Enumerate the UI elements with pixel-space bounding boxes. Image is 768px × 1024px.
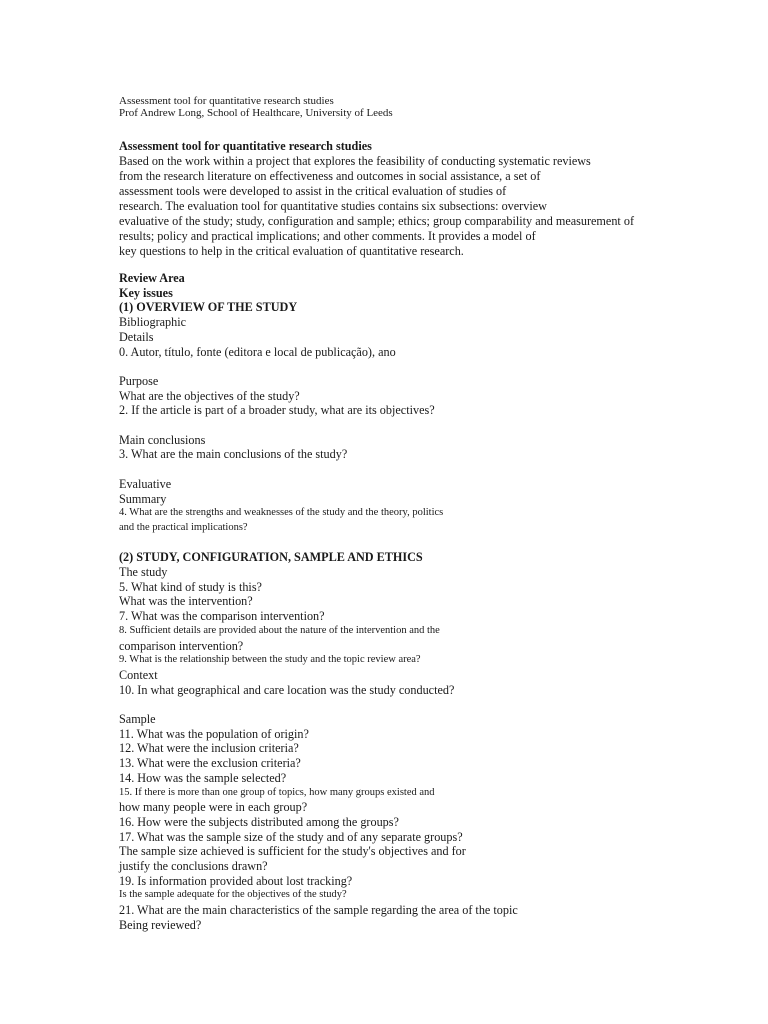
- subheading-main-conclusions: Main conclusions: [119, 432, 206, 447]
- question-2: 2. If the article is part of a broader study, what are its objectives?: [119, 403, 435, 418]
- intro-line: research. The evaluation tool for quantitative studies contains six subsections: overview: [119, 199, 547, 213]
- spacer: [119, 462, 518, 477]
- header-title: Assessment tool for quantitative research studies: [119, 95, 334, 107]
- question-12: 12. What were the inclusion criteria?: [119, 741, 299, 756]
- subheading-purpose: Purpose: [119, 373, 159, 388]
- question-11: 11. What was the population of origin?: [119, 726, 309, 741]
- question-8-continued: comparison intervention?: [119, 638, 244, 653]
- question-1: What are the objectives of the study?: [119, 388, 300, 403]
- question-15: 15. If there is more than one group of topics, how many groups existed and: [119, 786, 435, 798]
- subheading-sample: Sample: [119, 712, 156, 727]
- intro-line: results; policy and practical implications; and other comments. It provides a model of: [119, 229, 536, 243]
- intro-line: assessment tools were developed to assist in the critical evaluation of studies of: [119, 184, 507, 198]
- question-18-continued: justify the conclusions drawn?: [119, 859, 268, 874]
- spacer: [119, 697, 518, 712]
- section-2-heading: (2) STUDY, CONFIGURATION, SAMPLE AND ETHICS: [119, 550, 423, 565]
- question-7: 7. What was the comparison intervention?: [119, 609, 325, 624]
- question-9: 9. What is the relationship between the study and the topic review area?: [119, 654, 421, 666]
- intro-title: Assessment tool for quantitative research studies: [119, 139, 372, 153]
- spacer: [119, 536, 518, 551]
- intro-line: from the research literature on effectiveness and outcomes in social assistance, a set of: [119, 169, 541, 183]
- question-4-continued: and the practical implications?: [119, 521, 248, 533]
- subheading-summary: Summary: [119, 491, 167, 506]
- review-section: [119, 271, 518, 933]
- subheading-the-study: The study: [119, 565, 168, 579]
- intro-line: Based on the work within a project that explores the feasibility of conducting systematic reviews: [119, 154, 591, 168]
- intro-section: [119, 139, 634, 259]
- intro-line: evaluative of the study; study, configuration and sample; ethics; group comparability and measurement of: [119, 214, 635, 228]
- document-header: [119, 95, 393, 119]
- question-17: 17. What was the sample size of the study and of any separate groups?: [119, 829, 463, 844]
- question-8: 8. Sufficient details are provided about the nature of the intervention and the: [119, 624, 440, 636]
- question-4: 4. What are the strengths and weaknesses of the study and the theory, politics: [119, 507, 444, 519]
- review-area-label: Review Area: [119, 271, 185, 285]
- subheading-evaluative: Evaluative: [119, 476, 172, 491]
- question-5: 5. What kind of study is this?: [119, 579, 262, 594]
- subheading-details: Details: [119, 329, 154, 344]
- subheading-bibliographic: Bibliographic: [119, 315, 187, 330]
- question-0: 0. Autor, título, fonte (editora e local de publicação), ano: [119, 344, 396, 359]
- subheading-context: Context: [119, 667, 158, 682]
- question-14: 14. How was the sample selected?: [119, 770, 287, 785]
- intro-line: key questions to help in the critical evaluation of quantitative research.: [119, 244, 464, 258]
- key-issues-label: Key issues: [119, 285, 173, 300]
- question-21-continued: Being reviewed?: [119, 917, 202, 932]
- spacer: [119, 418, 518, 433]
- question-6: What was the intervention?: [119, 594, 253, 609]
- question-20: Is the sample adequate for the objectives of the study?: [119, 889, 347, 901]
- question-15-continued: how many people were in each group?: [119, 800, 308, 815]
- question-10: 10. In what geographical and care location was the study conducted?: [119, 682, 455, 697]
- header-author: Prof Andrew Long, School of Healthcare, University of Leeds: [119, 107, 393, 119]
- question-19: 19. Is information provided about lost tracking?: [119, 873, 353, 888]
- question-3: 3. What are the main conclusions of the study?: [119, 447, 348, 462]
- question-16: 16. How were the subjects distributed among the groups?: [119, 814, 399, 829]
- spacer: [119, 359, 518, 374]
- question-13: 13. What were the exclusion criteria?: [119, 756, 301, 771]
- question-18: The sample size achieved is sufficient for the study's objectives and for: [119, 844, 466, 859]
- question-21: 21. What are the main characteristics of the sample regarding the area of the topic: [119, 903, 518, 918]
- section-1-heading: (1) OVERVIEW OF THE STUDY: [119, 300, 298, 315]
